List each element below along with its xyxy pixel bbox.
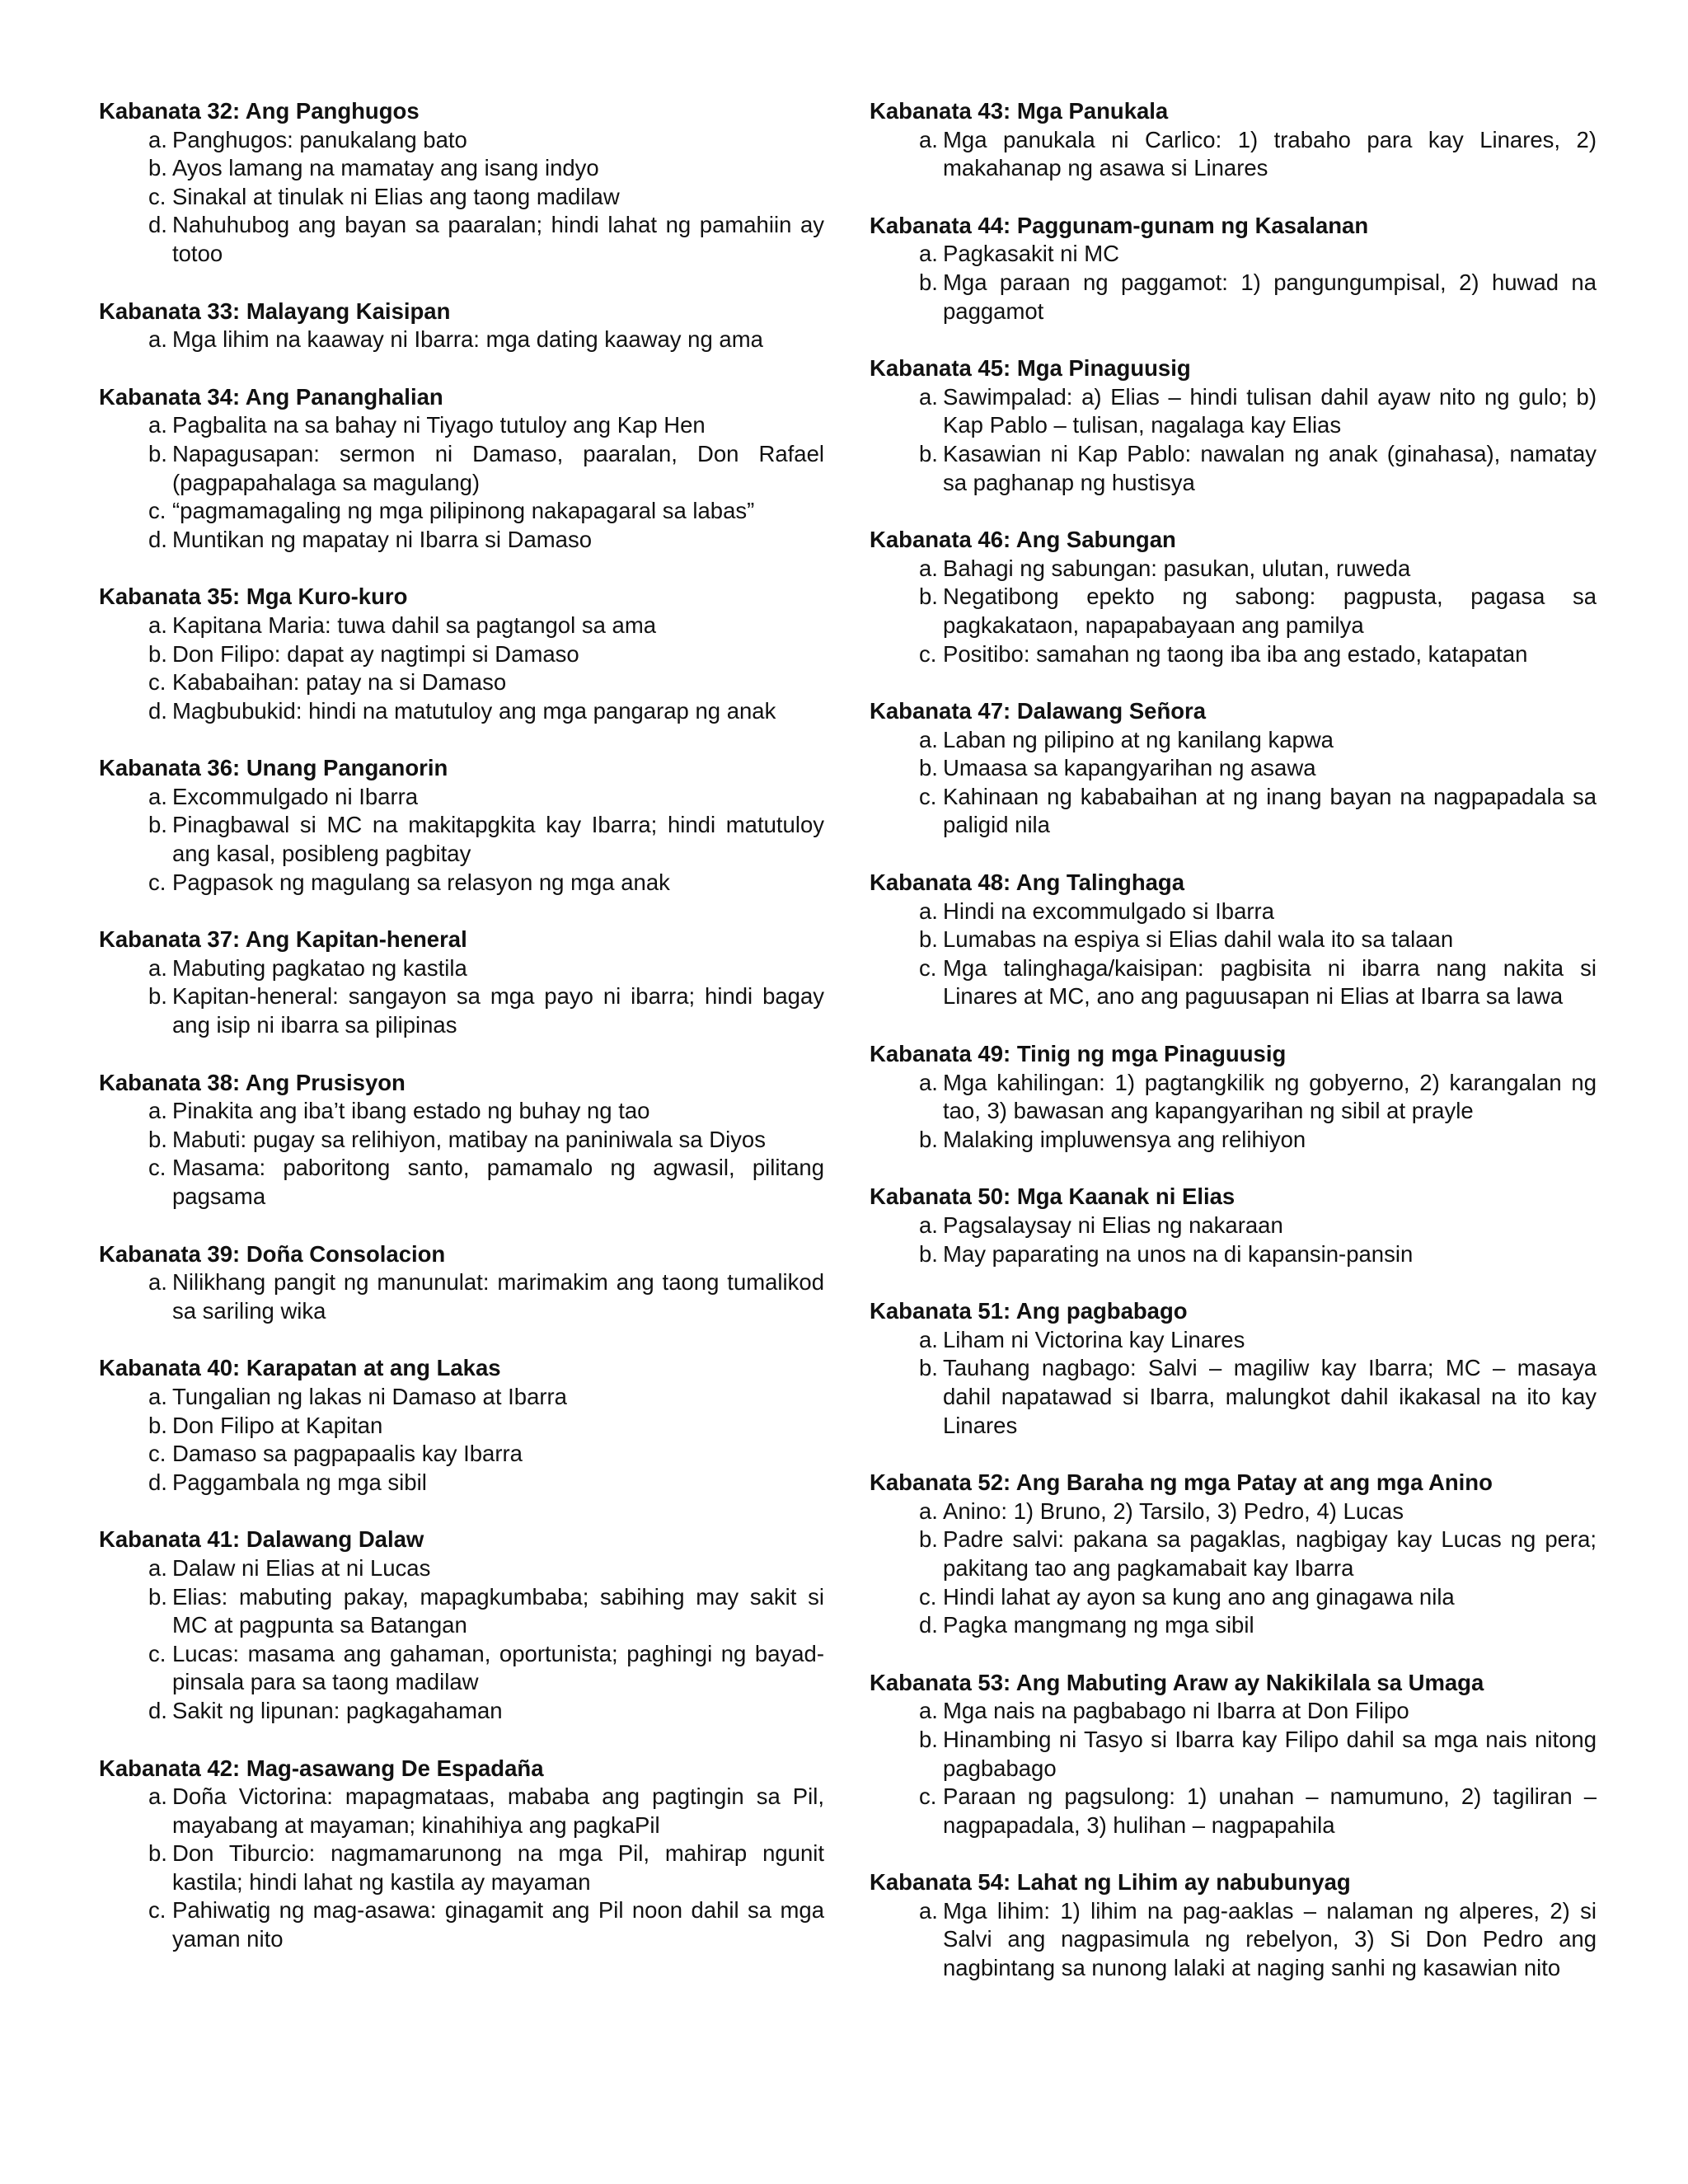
- list-item-marker: a.: [148, 1383, 167, 1409]
- list-item-marker: a.: [148, 954, 167, 981]
- chapter-section: [870, 697, 1597, 840]
- list-item: [99, 982, 824, 1039]
- list-item-text: Hinambing ni Tasyo si Ibarra kay Filipo dahil sa mga nais nitong pagbabago: [943, 1726, 1597, 1781]
- list-item-text: Lucas: masama ang gahaman, oportunista; paghingi ng bayad-pinsala para sa taong madilaw: [172, 1640, 824, 1695]
- list-item-text: Tungalian ng lakas ni Damaso at Ibarra: [172, 1383, 567, 1409]
- list-item-marker: d.: [148, 1469, 167, 1495]
- chapter-title: Kabanata 38: Ang Prusisyon: [99, 1069, 406, 1095]
- list-item-text: Don Tiburcio: nagmamarunong na mga Pil, mahirap ngunit kastila; hindi lahat ng kastila ay mayaman: [172, 1840, 824, 1895]
- list-item: [99, 526, 824, 555]
- chapter-section: [99, 298, 824, 354]
- chapter-item-list: [870, 1497, 1597, 1640]
- chapter-title: Kabanata 34: Ang Pananghalian: [99, 383, 443, 410]
- list-item: [99, 1097, 824, 1126]
- list-item: [870, 269, 1597, 326]
- list-item-text: Paggambala ng mga sibil: [172, 1469, 427, 1495]
- chapter-section: [870, 1040, 1597, 1154]
- chapter-item-list: [99, 954, 824, 1040]
- chapter-title: Kabanata 49: Tinig ng mga Pinaguusig: [870, 1041, 1287, 1067]
- list-item-marker: c.: [148, 498, 166, 524]
- chapter-title: Kabanata 47: Dalawang Señora: [870, 698, 1207, 724]
- list-item-marker: b.: [919, 1240, 938, 1267]
- list-item-text: Panghugos: panukalang bato: [172, 126, 467, 152]
- list-item: [870, 783, 1597, 840]
- chapter-section: [99, 1069, 824, 1212]
- list-item: [870, 954, 1597, 1011]
- list-item-text: Pagka mangmang ng mga sibil: [943, 1612, 1254, 1638]
- list-item: [870, 754, 1597, 783]
- chapter-section: [99, 754, 824, 897]
- list-item: [870, 383, 1597, 440]
- list-item-text: May paparating na unos na di kapansin-pansin: [943, 1240, 1414, 1267]
- left-column: [99, 97, 824, 1983]
- chapter-title: Kabanata 32: Ang Panghugos: [99, 98, 420, 124]
- chapter-title: Kabanata 44: Paggunam-gunam ng Kasalanan: [870, 212, 1369, 238]
- list-item-marker: b.: [919, 1526, 938, 1553]
- list-item-marker: c.: [919, 1783, 937, 1810]
- list-item: [870, 1069, 1597, 1126]
- chapter-section: [870, 1297, 1597, 1440]
- chapter-title: Kabanata 50: Mga Kaanak ni Elias: [870, 1183, 1236, 1210]
- list-item-text: “pagmamagaling ng mga pilipinong nakapagaral sa labas”: [172, 498, 755, 524]
- list-item: [870, 726, 1597, 755]
- chapter-item-list: [870, 1069, 1597, 1155]
- list-item-marker: b.: [919, 926, 938, 953]
- chapter-section: [870, 869, 1597, 1011]
- list-item-text: Kahinaan ng kababaihan at ng inang bayan na nagpapadala sa paligid nila: [943, 783, 1597, 838]
- list-item-marker: a.: [919, 898, 938, 924]
- chapter-section: [870, 1868, 1597, 1982]
- list-item: [99, 211, 824, 268]
- list-item: [870, 1212, 1597, 1240]
- list-item-text: Excommulgado ni Ibarra: [172, 783, 419, 809]
- list-item: [870, 1783, 1597, 1840]
- list-item: [99, 1383, 824, 1412]
- chapter-title: Kabanata 54: Lahat ng Lihim ay nabubunyag: [870, 1869, 1351, 1896]
- list-item-text: Doña Victorina: mapagmataas, mababa ang pagtingin sa Pil, mayabang at mayaman; kinahihiya ang pagkaPil: [172, 1783, 824, 1838]
- list-item-marker: d.: [148, 697, 167, 724]
- chapter-section: [99, 97, 824, 269]
- list-item-text: Don Filipo: dapat ay nagtimpi si Damaso: [172, 640, 579, 667]
- chapter-item-list: [99, 1268, 824, 1325]
- list-item-text: Napagusapan: sermon ni Damaso, paaralan, Don Rafael (pagpapahalaga sa magulang): [172, 440, 824, 495]
- list-item: [870, 240, 1597, 269]
- list-item: [99, 1896, 824, 1953]
- list-item: [99, 783, 824, 812]
- list-item: [99, 1154, 824, 1211]
- chapter-title: Kabanata 41: Dalawang Dalaw: [99, 1526, 424, 1553]
- chapter-title: Kabanata 42: Mag-asawang De Espadaña: [99, 1755, 544, 1781]
- list-item-marker: a.: [148, 783, 167, 809]
- list-item-text: Kasawian ni Kap Pablo: nawalan ng anak (ginahasa), namatay sa paghanap ng hustisya: [943, 440, 1597, 495]
- chapter-section: [99, 583, 824, 725]
- chapter-title: Kabanata 40: Karapatan at ang Lakas: [99, 1355, 501, 1381]
- list-item-text: Hindi na excommulgado si Ibarra: [943, 898, 1274, 924]
- chapter-item-list: [870, 126, 1597, 183]
- list-item: [870, 1497, 1597, 1526]
- chapter-item-list: [99, 326, 824, 354]
- list-item-marker: b.: [148, 1126, 167, 1152]
- list-item: [870, 1354, 1597, 1440]
- list-item: [99, 1640, 824, 1697]
- list-item-text: Padre salvi: pakana sa pagaklas, nagbigay kay Lucas ng pera; pakitang tao ang pagkamabait kay Ibarra: [943, 1526, 1597, 1581]
- list-item-text: Mga kahilingan: 1) pagtangkilik ng gobyerno, 2) karangalan ng tao, 3) bawasan ang kapangyarihan ng sibil at prayle: [943, 1069, 1597, 1124]
- list-item: [99, 1268, 824, 1325]
- list-item: [870, 640, 1597, 669]
- list-item: [870, 926, 1597, 954]
- list-item: [870, 1326, 1597, 1355]
- chapter-item-list: [99, 1554, 824, 1726]
- list-item-text: Pinakita ang iba’t ibang estado ng buhay ng tao: [172, 1098, 650, 1124]
- list-item-marker: b.: [148, 155, 167, 181]
- list-item-marker: a.: [919, 1497, 938, 1524]
- list-item-text: Pahiwatig ng mag-asawa: ginagamit ang Pil noon dahil sa mga yaman nito: [172, 1897, 824, 1952]
- chapter-title: Kabanata 51: Ang pagbabago: [870, 1298, 1188, 1324]
- list-item-text: Malaking impluwensya ang relihiyon: [943, 1126, 1306, 1152]
- list-item-marker: b.: [148, 983, 167, 1010]
- list-item-marker: d.: [148, 212, 167, 238]
- chapter-item-list: [870, 1897, 1597, 1983]
- list-item: [99, 126, 824, 155]
- list-item-marker: a.: [148, 1783, 167, 1810]
- list-item-text: Negatibong epekto ng sabong: pagpusta, pagasa sa pagkakataon, napapabayaan ang pamilya: [943, 583, 1597, 638]
- list-item-text: Pagkasakit ni MC: [943, 241, 1119, 267]
- list-item: [99, 497, 824, 526]
- list-item-text: Mga talinghaga/kaisipan: pagbisita ni ibarra nang nakita si Linares at MC, ano ang paguusapan ni Elias at Ibarra sa lawa: [943, 954, 1597, 1010]
- list-item-text: Pagbalita na sa bahay ni Tiyago tutuloy ang Kap Hen: [172, 412, 706, 438]
- chapter-section: [99, 1755, 824, 1954]
- list-item: [870, 1583, 1597, 1612]
- chapter-title: Kabanata 35: Mga Kuro-kuro: [99, 583, 408, 610]
- list-item-text: Sawimpalad: a) Elias – hindi tulisan dahil ayaw nito ng gulo; b) Kap Pablo – tulisan, nagalaga kay Elias: [943, 383, 1597, 438]
- list-item-text: Magbubukid: hindi na matutuloy ang mga pangarap ng anak: [172, 697, 776, 724]
- list-item: [870, 555, 1597, 583]
- list-item-marker: d.: [919, 1612, 938, 1638]
- list-item-marker: b.: [148, 1583, 167, 1610]
- list-item-text: Anino: 1) Bruno, 2) Tarsilo, 3) Pedro, 4) Lucas: [943, 1497, 1404, 1524]
- list-item: [99, 954, 824, 983]
- list-item-marker: a.: [919, 241, 938, 267]
- chapter-item-list: [99, 1783, 824, 1954]
- list-item-marker: c.: [148, 1640, 166, 1666]
- list-item-text: Elias: mabuting pakay, mapagkumbaba; sabihing may sakit si MC at pagpunta sa Batangan: [172, 1583, 824, 1638]
- chapter-title: Kabanata 48: Ang Talinghaga: [870, 869, 1185, 896]
- chapter-item-list: [870, 240, 1597, 326]
- chapter-section: [870, 1669, 1597, 1840]
- chapter-section: [99, 383, 824, 555]
- list-item-marker: a.: [919, 726, 938, 752]
- chapter-item-list: [870, 726, 1597, 840]
- list-item-marker: c.: [919, 783, 937, 809]
- list-item-marker: c.: [148, 869, 166, 895]
- list-item-marker: b.: [148, 1412, 167, 1438]
- list-item-text: Masama: paboritong santo, pamamalo ng agwasil, pilitang pagsama: [172, 1155, 824, 1209]
- chapter-section: [870, 212, 1597, 326]
- chapter-title: Kabanata 36: Unang Panganorin: [99, 755, 448, 781]
- list-item-text: Mga nais na pagbabago ni Ibarra at Don Filipo: [943, 1698, 1409, 1724]
- chapter-item-list: [870, 1326, 1597, 1440]
- list-item-marker: c.: [148, 1155, 166, 1181]
- list-item-marker: c.: [148, 1441, 166, 1467]
- list-item: [99, 1469, 824, 1497]
- list-item: [870, 440, 1597, 497]
- chapter-title: Kabanata 43: Mga Panukala: [870, 98, 1169, 124]
- list-item-text: Kapitana Maria: tuwa dahil sa pagtangol sa ama: [172, 612, 657, 638]
- list-item-marker: d.: [148, 526, 167, 552]
- list-item-marker: a.: [148, 612, 167, 638]
- chapter-section: [99, 1240, 824, 1326]
- list-item-text: Bahagi ng sabungan: pasukan, ulutan, ruweda: [943, 555, 1411, 581]
- list-item-marker: a.: [148, 1554, 167, 1581]
- list-item-text: Kababaihan: patay na si Damaso: [172, 669, 507, 696]
- list-item-marker: b.: [148, 440, 167, 466]
- list-item-marker: a.: [148, 412, 167, 438]
- list-item: [870, 1697, 1597, 1726]
- list-item-text: Umaasa sa kapangyarihan ng asawa: [943, 755, 1316, 781]
- list-item: [870, 1897, 1597, 1983]
- list-item-marker: c.: [148, 1897, 166, 1924]
- chapter-section: [870, 354, 1597, 497]
- list-item: [99, 183, 824, 212]
- list-item-text: Dalaw ni Elias at ni Lucas: [172, 1554, 431, 1581]
- list-item-marker: a.: [919, 555, 938, 581]
- chapter-item-list: [99, 411, 824, 554]
- list-item-text: Pinagbawal si MC na makitapgkita kay Ibarra; hindi matutuloy ang kasal, posibleng pagbitay: [172, 812, 824, 867]
- list-item: [870, 1126, 1597, 1155]
- chapter-section: [870, 526, 1597, 668]
- list-item: [870, 126, 1597, 183]
- list-item-marker: a.: [919, 1326, 938, 1352]
- list-item-marker: a.: [148, 1098, 167, 1124]
- chapter-section: [870, 1469, 1597, 1640]
- list-item-marker: a.: [919, 383, 938, 410]
- list-item-marker: c.: [148, 183, 166, 209]
- list-item: [99, 668, 824, 697]
- list-item: [99, 1583, 824, 1640]
- list-item: [99, 440, 824, 497]
- chapter-item-list: [99, 126, 824, 269]
- list-item-text: Kapitan-heneral: sangayon sa mga payo ni ibarra; hindi bagay ang isip ni ibarra sa pilipinas: [172, 983, 824, 1038]
- list-item: [99, 811, 824, 868]
- list-item: [870, 583, 1597, 640]
- chapter-item-list: [870, 555, 1597, 668]
- list-item: [99, 154, 824, 183]
- list-item: [99, 411, 824, 440]
- list-item-marker: b.: [919, 583, 938, 610]
- list-item-text: Mga paraan ng paggamot: 1) pangungumpisal, 2) huwad na paggamot: [943, 269, 1597, 324]
- list-item-text: Mga panukala ni Carlico: 1) trabaho para kay Linares, 2) makahanap ng asawa si Linares: [943, 126, 1597, 181]
- chapter-item-list: [870, 1212, 1597, 1268]
- list-item-text: Don Filipo at Kapitan: [172, 1412, 383, 1438]
- chapter-item-list: [99, 783, 824, 897]
- chapter-title: Kabanata 53: Ang Mabuting Araw ay Nakikilala sa Umaga: [870, 1669, 1484, 1695]
- list-item-text: Mabuti: pugay sa relihiyon, matibay na paniniwala sa Diyos: [172, 1126, 766, 1152]
- list-item-marker: b.: [148, 812, 167, 838]
- list-item: [870, 1526, 1597, 1582]
- list-item-marker: a.: [148, 1269, 167, 1296]
- list-item-text: Laban ng pilipino at ng kanilang kapwa: [943, 726, 1334, 752]
- list-item-text: Sinakal at tinulak ni Elias ang taong madilaw: [172, 183, 620, 209]
- list-item: [99, 1126, 824, 1155]
- chapter-section: [99, 1354, 824, 1497]
- list-item: [870, 1611, 1597, 1640]
- chapter-section: [99, 926, 824, 1039]
- chapter-title: Kabanata 46: Ang Sabungan: [870, 527, 1176, 553]
- list-item-marker: b.: [919, 1126, 938, 1152]
- list-item-text: Damaso sa pagpapaalis kay Ibarra: [172, 1441, 523, 1467]
- list-item: [99, 1412, 824, 1441]
- list-item-text: Mga lihim: 1) lihim na pag-aaklas – nalaman ng alperes, 2) si Salvi ang nagpasimula ng rebelyon, 3) Si Don Pedro ang nagbintang sa nunong lalaki at naging sanhi ng kasawian nito: [943, 1897, 1597, 1981]
- list-item: [99, 1554, 824, 1583]
- chapter-item-list: [99, 1097, 824, 1211]
- list-item-marker: b.: [919, 755, 938, 781]
- list-item: [99, 326, 824, 354]
- list-item-marker: a.: [148, 126, 167, 152]
- chapter-title: Kabanata 37: Ang Kapitan-heneral: [99, 926, 467, 953]
- list-item: [870, 1240, 1597, 1269]
- list-item-text: Pagsalaysay ni Elias ng nakaraan: [943, 1212, 1283, 1238]
- list-item-marker: b.: [148, 640, 167, 667]
- chapter-item-list: [870, 383, 1597, 497]
- list-item-text: Sakit ng lipunan: pagkagahaman: [172, 1697, 503, 1723]
- list-item-marker: d.: [148, 1697, 167, 1723]
- list-item: [99, 1440, 824, 1469]
- chapter-item-list: [870, 1697, 1597, 1840]
- chapter-item-list: [99, 1383, 824, 1497]
- list-item-marker: a.: [919, 1069, 938, 1095]
- chapter-title: Kabanata 52: Ang Baraha ng mga Patay at ang mga Anino: [870, 1469, 1493, 1496]
- list-item-text: Pagpasok ng magulang sa relasyon ng mga anak: [172, 869, 670, 895]
- chapter-title: Kabanata 39: Doña Consolacion: [99, 1240, 446, 1267]
- list-item-text: Mga lihim na kaaway ni Ibarra: mga dating kaaway ng ama: [172, 326, 763, 353]
- chapter-title: Kabanata 45: Mga Pinaguusig: [870, 355, 1191, 382]
- list-item: [870, 898, 1597, 926]
- chapter-section: [870, 97, 1597, 183]
- list-item-marker: c.: [148, 669, 166, 696]
- chapter-item-list: [99, 612, 824, 725]
- list-item-marker: b.: [919, 440, 938, 466]
- list-item-text: Ayos lamang na mamatay ang isang indyo: [172, 155, 599, 181]
- list-item: [99, 612, 824, 640]
- list-item-text: Liham ni Victorina kay Linares: [943, 1326, 1245, 1352]
- chapter-title: Kabanata 33: Malayang Kaisipan: [99, 298, 451, 324]
- list-item-marker: b.: [919, 269, 938, 295]
- list-item-text: Nilikhang pangit ng manunulat: marimakim ang taong tumalikod sa sariling wika: [172, 1269, 824, 1324]
- list-item: [99, 1840, 824, 1896]
- chapter-section: [99, 1526, 824, 1725]
- list-item-text: Tauhang nagbago: Salvi – magiliw kay Ibarra; MC – masaya dahil napatawad si Ibarra, malungkot dahil ikakasal na ito kay Linares: [943, 1355, 1597, 1438]
- list-item-text: Mabuting pagkatao ng kastila: [172, 954, 467, 981]
- list-item-marker: c.: [919, 954, 937, 981]
- list-item: [99, 1697, 824, 1726]
- list-item-text: Paraan ng pagsulong: 1) unahan – namumuno, 2) tagiliran – nagpapadala, 3) hulihan – nagpapahila: [943, 1783, 1597, 1838]
- list-item-text: Nahuhubog ang bayan sa paaralan; hindi lahat ng pamahiin ay totoo: [172, 212, 824, 266]
- list-item-marker: a.: [919, 1897, 938, 1924]
- list-item-text: Muntikan ng mapatay ni Ibarra si Damaso: [172, 526, 592, 552]
- list-item-marker: c.: [919, 640, 937, 667]
- chapter-item-list: [870, 898, 1597, 1011]
- list-item: [99, 697, 824, 726]
- list-item-marker: b.: [919, 1355, 938, 1381]
- list-item-marker: a.: [919, 1212, 938, 1238]
- list-item-marker: c.: [919, 1583, 937, 1610]
- list-item-marker: a.: [148, 326, 167, 353]
- chapter-section: [870, 1183, 1597, 1268]
- list-item-marker: a.: [919, 1698, 938, 1724]
- list-item: [99, 640, 824, 669]
- list-item: [870, 1726, 1597, 1783]
- list-item-text: Positibo: samahan ng taong iba iba ang estado, katapatan: [943, 640, 1528, 667]
- list-item-marker: a.: [919, 126, 938, 152]
- list-item-text: Hindi lahat ay ayon sa kung ano ang ginagawa nila: [943, 1583, 1455, 1610]
- right-column: [870, 97, 1597, 2012]
- list-item-text: Lumabas na espiya si Elias dahil wala ito sa talaan: [943, 926, 1454, 953]
- list-item-marker: b.: [148, 1840, 167, 1867]
- list-item-marker: b.: [919, 1726, 938, 1752]
- list-item: [99, 1783, 824, 1840]
- list-item: [99, 869, 824, 898]
